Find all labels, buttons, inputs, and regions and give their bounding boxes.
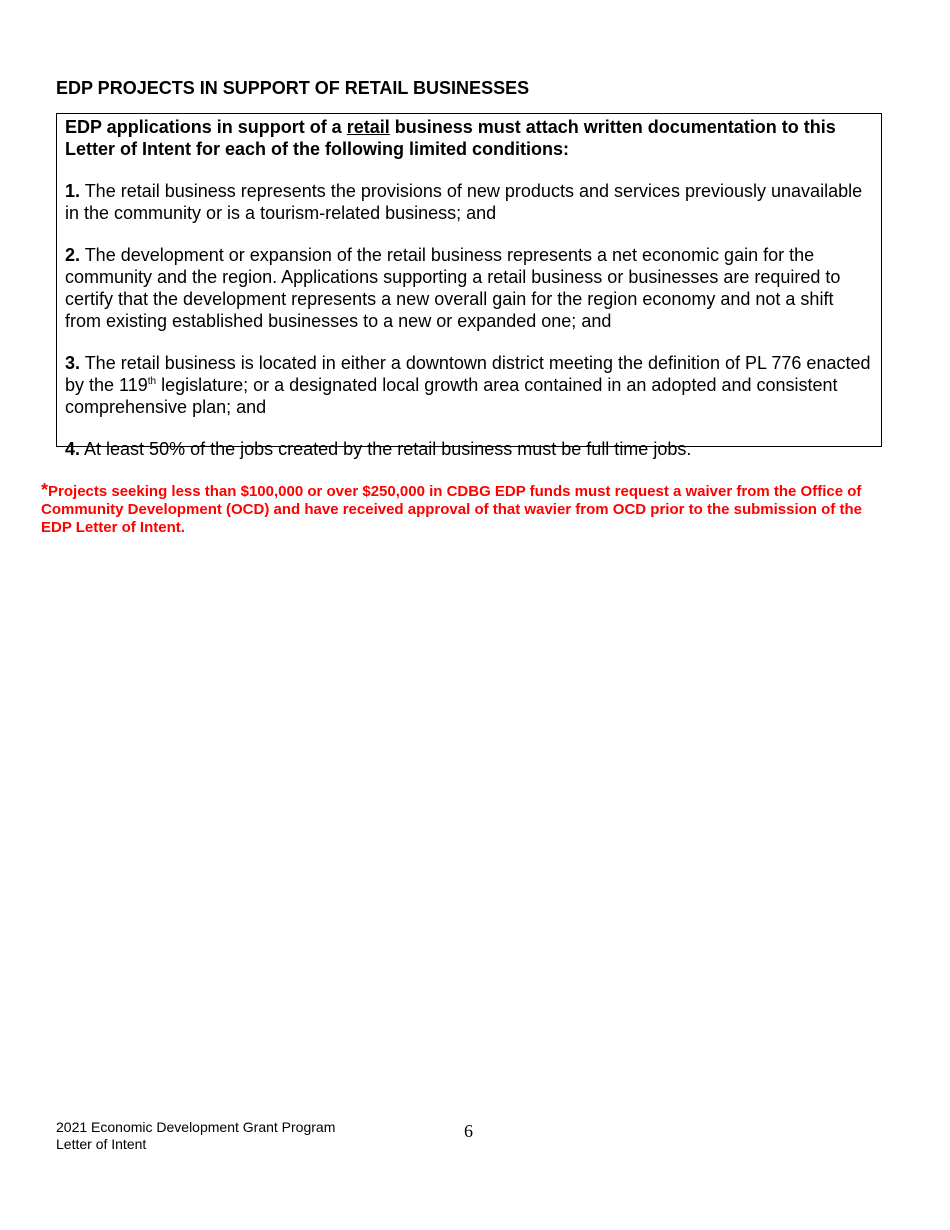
intro-text-before: EDP applications in support of a <box>65 117 347 137</box>
condition-number: 3. <box>65 353 81 373</box>
note-asterisk: * <box>41 480 49 500</box>
ordinal-superscript: th <box>147 376 157 387</box>
condition-text: The retail business represents the provisions of new products and services previously unavailable in the community or is a tourism-related business; and <box>65 181 863 223</box>
condition-text-before: The retail business is located in either a downtown district meeting the definition of PL 776 enacted by the 119 <box>65 353 871 395</box>
condition-text: The development or expansion of the retail business represents a net economic gain for the community and the region. Applications supporting a retail business or businesses are required to certify that the development represents a new overall gain for the region economy and not a shift from existing established businesses to a new or expanded one; and <box>65 245 841 331</box>
note-text: Projects seeking less than $100,000 or over $250,000 in CDBG EDP funds must request a waiver from the Office of Community Development (OCD) and have received approval of that wavier from OCD prior to the submission of the EDP Letter of Intent. <box>41 483 862 536</box>
condition-text-after: legislature; or a designated local growth area contained in an adopted and consistent comprehensive plan; and <box>65 375 838 417</box>
page-number: 6 <box>464 1121 473 1141</box>
condition-number: 4. <box>65 439 81 459</box>
conditions-box <box>56 113 882 459</box>
intro-paragraph <box>65 116 873 160</box>
waiver-note <box>41 481 881 537</box>
intro-underlined-word: retail <box>346 117 390 137</box>
footer-line-2: Letter of Intent <box>56 1136 147 1152</box>
condition-item-2 <box>65 244 873 332</box>
condition-number: 1. <box>65 181 81 201</box>
footer-title <box>56 1119 335 1153</box>
condition-item-3 <box>65 352 873 418</box>
intro-text-after: business must attach written documentation to this Letter of Intent for each of the following limited conditions: <box>65 117 836 159</box>
section-heading: EDP PROJECTS IN SUPPORT OF RETAIL BUSINESSES <box>56 78 530 98</box>
footer-line-1: 2021 Economic Development Grant Program <box>56 1119 336 1135</box>
condition-item-4 <box>65 438 873 460</box>
condition-number: 2. <box>65 245 81 265</box>
condition-text: At least 50% of the jobs created by the retail business must be full time jobs. <box>80 439 692 459</box>
condition-item-1 <box>65 180 873 224</box>
